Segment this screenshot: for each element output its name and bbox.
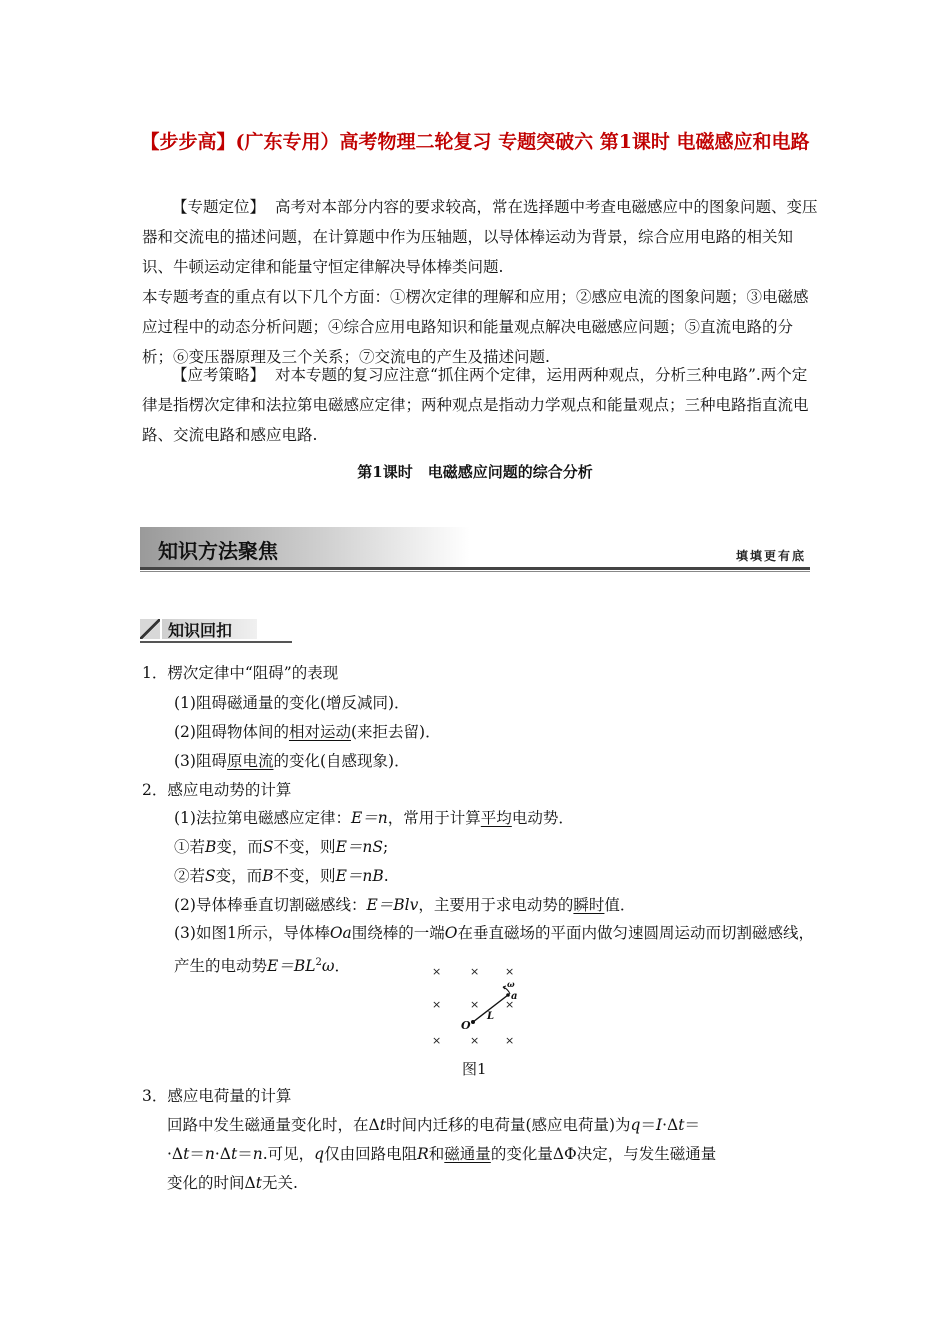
field-cross: ×	[470, 1034, 480, 1045]
field-cross: ×	[505, 998, 515, 1011]
pivot-point-o	[471, 1020, 475, 1024]
strategy-text: 对本专题的复习应注意“抓住两个定律，运用两种观点，分析三种电路”.两个定律是指楞次定律和法拉第电磁感应定律；两种观点是指动力学观点和能量观点；三种电路指直流电路、交流电路和感应电路.	[142, 366, 809, 444]
field-cross: ×	[505, 965, 515, 978]
label-omega: ω	[507, 979, 515, 989]
item-2c: (3)如图1所示，导体棒Oa围绕棒的一端O在垂直磁场的平面内做匀速圆周运动而切割磁感线，产生的电动势$E=BL^2\omega$．	[174, 924, 815, 976]
item-3-line-1: 回路中发生磁通量变化时，在Δt时间内迁移的电荷量(感应电荷量)为q＝I·Δt＝	[167, 1116, 700, 1134]
field-cross: ×	[432, 998, 442, 1011]
item-2-heading: 2．感应电动势的计算	[142, 781, 292, 799]
item-3-line-2: ·Δt＝n·Δt＝n.可见，q仅由回路电阻R和磁通量的变化量ΔΦ决定，与发生磁通量	[167, 1145, 717, 1163]
intro-paragraph-3	[142, 360, 822, 450]
section-rule	[140, 567, 810, 570]
label-o: O	[461, 1019, 471, 1032]
section-title: 知识方法聚焦	[158, 539, 278, 563]
field-cross: ×	[432, 965, 442, 978]
field-cross: ×	[470, 965, 480, 978]
item-1b: (2)阻碍物体间的相对运动(来拒去留)．	[174, 723, 441, 741]
item-2a-1: ①若B变，而S不变，则E＝nS;	[174, 838, 389, 856]
item-2a-2: ②若S变，而B不变，则E＝nB.	[174, 867, 389, 885]
item-3-line-3: 变化的时间Δt无关.	[167, 1174, 298, 1192]
topic-position-text: 高考对本部分内容的要求较高，常在选择题中考查电磁感应中的图象问题、变压器和交流电的描述问题，在计算题中作为压轴题，以导体棒运动为背景，综合应用电路的相关知识、牛顿运动定律和能量守恒定律解决导体棒类问题.	[142, 198, 818, 276]
figure-1-diagram	[425, 965, 525, 1045]
figure-1-caption: 图1	[462, 1060, 487, 1078]
lesson-title: 第1课时 电磁感应问题的综合分析	[357, 463, 593, 481]
item-1-heading: 1．楞次定律中“阻碍”的表现	[142, 664, 339, 682]
intro-paragraph-1	[142, 192, 822, 282]
item-1a: (1)阻碍磁通量的变化(增反减同)．	[174, 694, 410, 712]
subsection-marker-icon	[140, 619, 160, 639]
item-2a: (1)法拉第电磁感应定律：E＝n，常用于计算平均电动势．	[174, 809, 574, 827]
field-cross: ×	[470, 998, 480, 1011]
rod-end-a	[506, 993, 510, 997]
section-header	[140, 527, 810, 572]
label-a: a	[511, 991, 518, 1002]
item-1c: (3)阻碍原电流的变化(自感现象)．	[174, 752, 410, 770]
label-l: L	[487, 1011, 495, 1022]
document-title: 【步步高】(广东专用）高考物理二轮复习 专题突破六 第1课时 电磁感应和电路	[140, 131, 810, 153]
intro-paragraph-2: 本专题考查的重点有以下几个方面：①楞次定律的理解和应用；②感应电流的图象问题；③电磁感应过程中的动态分析问题；④综合应用电路知识和能量观点解决电磁感应问题；⑤直流电路的分析；⑥变压器原理及三个关系；⑦交流电的产生及描述问题.	[142, 288, 809, 366]
item-3-heading: 3．感应电荷量的计算	[142, 1087, 292, 1105]
field-cross: ×	[432, 1034, 442, 1045]
strategy-label: 【应考策略】	[172, 366, 266, 384]
field-cross: ×	[505, 1034, 515, 1045]
item-2b: (2)导体棒垂直切割磁感线：E＝Blv，主要用于求电动势的瞬时值．	[174, 896, 636, 914]
topic-position-label: 【专题定位】	[172, 198, 266, 216]
subsection-title: 知识回扣	[168, 621, 233, 640]
subsection-header	[140, 616, 300, 644]
section-tagline: 填填更有底	[735, 549, 806, 563]
